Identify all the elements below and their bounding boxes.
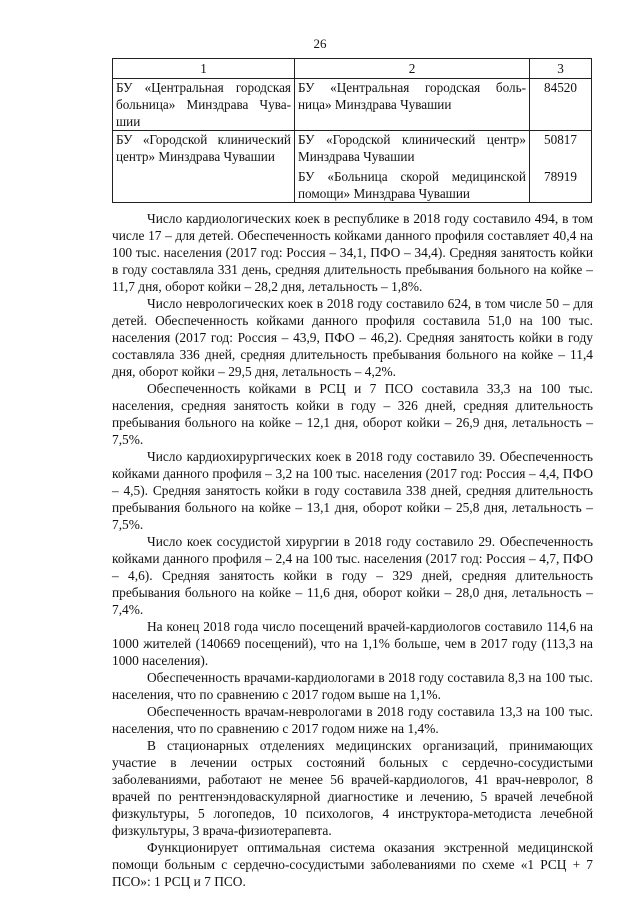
table-cell-facility	[295, 131, 530, 203]
paragraph: Обеспеченность койками в РСЦ и 7 ПСО составила 33,3 на 100 тыс. населения, средняя занятость койки в году – 326 дней, средняя длительность пребывания больного на койке – 12,1 дня, оборот койки – 26,9 дня, летальность – 7,5%.	[112, 381, 593, 447]
cell-line: ница» Минздрава Чувашии	[298, 97, 452, 112]
table-header-cell: 3	[530, 59, 592, 79]
table-cell-institution	[113, 79, 295, 131]
paragraph: Число кардиологических коек в республике в 2018 году составило 494, в том числе 17 – для детей. Обеспеченность койками данного профиля составляет 40,4 на 100 тыс. населения (2017 год: Россия – 34,1, ПФО – 34,4). Средняя занятость койки в году составляла 331 день, средняя длительность пребывания больного на койке – 11,7 дня, оборот койки – 28,2 дня, летальность – 1,8%.	[112, 211, 593, 294]
table-row	[113, 131, 592, 203]
paragraph: Число неврологических коек в 2018 году составило 624, в том числе 50 – для детей. Обеспеченность койками данного профиля составила 51,0 на 100 тыс. населения (2017 год: Россия – 43,9, ПФО – 46,2). Средняя занятость койки в году составляла 336 дней, средняя длительность пребывания больного на койке – 11,4 дня, оборот койки – 29,5 дня, летальность – 4,2%.	[112, 296, 593, 379]
paragraph: Обеспеченность врачами-кардиологами в 2018 году составила 8,3 на 100 тыс. населения, что по сравнению с 2017 годом выше на 1,1%.	[112, 670, 593, 702]
table-row	[113, 79, 592, 131]
cell-line: центр» Минздрава Чувашии	[116, 149, 275, 164]
cell-line: Минздрава Чувашии	[298, 149, 415, 164]
paragraph: Обеспеченность врачам-неврологами в 2018 году составила 13,3 на 100 тыс. населения, что по сравнению с 2017 годом ниже на 1,4%.	[112, 704, 593, 736]
cell-line: больница» Минздрава Чува-	[116, 97, 291, 112]
paragraph: На конец 2018 года число посещений врачей-кардиологов составило 114,6 на 1000 жителей (140669 посещений), что на 1,1% больше, чем в 2017 году (113,3 на 1000 населения).	[112, 619, 593, 668]
cell-line: БУ «Больница скорой медицинской	[298, 169, 526, 184]
table-header-cell: 1	[113, 59, 295, 79]
cell-line: БУ «Городской клинический	[116, 132, 291, 147]
cell-value: 50817	[544, 132, 577, 147]
body-text	[112, 210, 593, 890]
table-header-cell: 2	[295, 59, 530, 79]
cell-line: БУ «Центральная городская боль-	[298, 80, 526, 95]
cell-line: шии	[116, 114, 141, 129]
cell-line: помощи» Минздрава Чувашии	[298, 186, 470, 201]
table-cell-value	[530, 131, 592, 203]
table-header-row	[113, 59, 592, 79]
cell-line: БУ «Городской клинический центр»	[298, 132, 526, 147]
hospital-table	[112, 58, 592, 203]
paragraph: В стационарных отделениях медицинских организаций, принимающих участие в лечении острых состояний больных с сердечно-сосудистыми заболеваниями, работают не менее 56 врачей-кардиологов, 41 врач-невролог, 8 врачей по рентгенэндоваскулярной диагностике и лечению, 5 врачей лечебной физкультуры, 5 логопедов, 10 психологов, 4 инструктора-методиста лечебной физкультуры, 3 врача-физиотерапевта.	[112, 738, 593, 838]
paragraph: Функционирует оптимальная система оказания экстренной медицинской помощи больным с сердечно-сосудистыми заболеваниями по схеме «1 РСЦ + 7 ПСО»: 1 РСЦ и 7 ПСО.	[112, 840, 593, 889]
table-cell-value: 84520	[530, 79, 592, 131]
table-cell-institution	[113, 131, 295, 203]
cell-line: БУ «Центральная городская	[116, 80, 291, 95]
paragraph: Число коек сосудистой хирургии в 2018 году составило 29. Обеспеченность койками данного профиля – 2,4 на 100 тыс. населения (2017 год: Россия – 4,7, ПФО – 4,6). Средняя занятость койки в году – 329 дней, средняя длительность пребывания больного на койке – 11,6 дня, оборот койки – 28,0 дня, летальность – 7,4%.	[112, 534, 593, 617]
cell-value: 78919	[544, 169, 577, 184]
page-number: 26	[313, 36, 327, 51]
table-cell-facility	[295, 79, 530, 131]
paragraph: Число кардиохирургических коек в 2018 году составило 39. Обеспеченность койками данного профиля – 3,2 на 100 тыс. населения (2017 год: Россия – 4,4, ПФО – 4,5). Средняя занятость койки в году составила 338 дней, средняя длительность пребывания больного на койке – 13,1 дня, оборот койки – 25,8 дня, летальность – 7,5%.	[112, 449, 593, 532]
